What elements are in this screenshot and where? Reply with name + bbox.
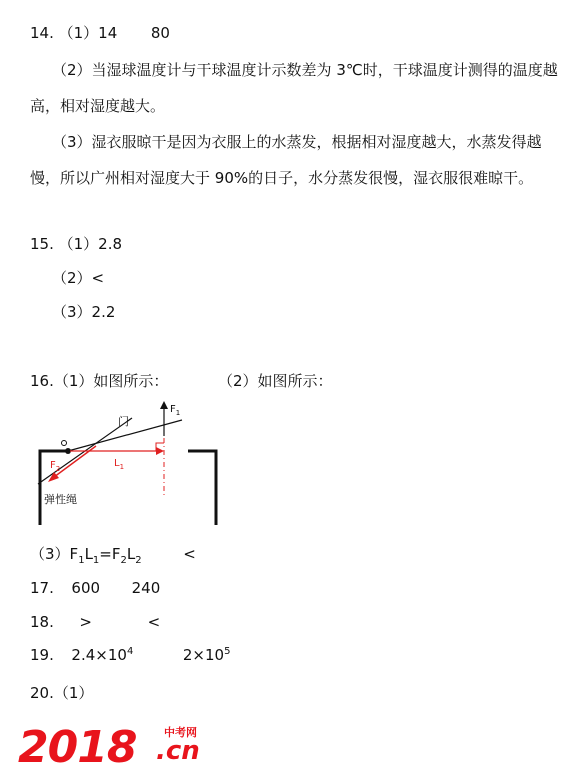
- q16-part3-prefix: （3）: [30, 545, 70, 563]
- l1-arrow-head: [156, 447, 164, 455]
- q17-line: [30, 579, 160, 597]
- q17-answer1: 600: [71, 579, 101, 597]
- formula-l2: L: [126, 545, 136, 563]
- label-elastic-rope: 弹性绳: [44, 493, 77, 506]
- formula-f2: F: [111, 545, 121, 563]
- q18-answer1: >: [79, 613, 92, 631]
- label-f1: $F_1$: [170, 404, 181, 417]
- formula-l1: L: [84, 545, 93, 563]
- f1-arrow-head: [160, 401, 168, 409]
- label-l1: $L_1$: [114, 458, 125, 471]
- logo-brand-text: 中考网: [164, 726, 197, 739]
- q19-answer2-exp: 5: [224, 646, 231, 657]
- q19-answer2-base: 2×10: [182, 646, 225, 664]
- formula-f1: F: [69, 545, 79, 563]
- formula-l1-sub: 1: [92, 555, 100, 566]
- formula-f1-sub: 1: [78, 555, 85, 566]
- label-door: 门: [118, 415, 129, 428]
- q14-part2-line2: 高，相对湿度越大。: [30, 97, 166, 115]
- site-logo-watermark: [18, 722, 208, 772]
- formula-l2-sub: 2: [135, 555, 142, 566]
- q14-part2-line1: （2）当湿球温度计与干球温度计示数差为 3℃时，干球温度计测得的温度越: [52, 61, 558, 79]
- q16-part1-heading: 16.（1）如图所示：: [30, 372, 169, 390]
- q14-number: 14.: [30, 24, 54, 42]
- frame-right: [188, 451, 216, 525]
- q18-number: 18.: [30, 613, 54, 631]
- q16-part2-heading: （2）如图所示：: [218, 372, 333, 390]
- q19-answer1-base: 2.4×10: [71, 646, 127, 664]
- q20-line: 20.（1）: [30, 684, 94, 702]
- q15-part1: 15. （1）2.8: [30, 235, 123, 253]
- q14-part3-line1: （3）湿衣服晾干是因为衣服上的水蒸发，根据相对湿度越大，水蒸发得越: [52, 133, 542, 151]
- pivot-o-mark: [62, 441, 67, 446]
- formula-f2-sub: 2: [120, 555, 127, 566]
- lever-diagram: [30, 398, 230, 528]
- q18-line: [30, 613, 160, 631]
- q18-answer2: <: [147, 613, 161, 631]
- logo-main-text: 2018: [18, 722, 137, 773]
- q15-part3: （3）2.2: [52, 303, 116, 321]
- q19-number: 19.: [30, 646, 54, 664]
- q19-line: [30, 646, 230, 664]
- q14-part1-answer1: （1）14: [58, 24, 118, 42]
- q14-line-1: [30, 22, 170, 43]
- formula-equals: =: [99, 545, 112, 563]
- label-f2: $F_2$: [50, 460, 61, 473]
- q17-answer2: 240: [131, 579, 161, 597]
- q14-part1-answer2: 80: [150, 24, 170, 42]
- f2-arrow-head: [48, 472, 59, 482]
- logo-domain-text: .cn: [156, 736, 200, 766]
- q15-part2: （2）<: [52, 269, 105, 287]
- q17-number: 17.: [30, 579, 54, 597]
- q16-part3-line: [30, 543, 196, 566]
- q19-answer1-exp: 4: [126, 646, 134, 657]
- q14-part3-line2: 慢，所以广州相对湿度大于 90%的日子，水分蒸发很慢，湿衣服很难晾干。: [30, 169, 534, 187]
- q16-part3-answer2: <: [183, 545, 196, 563]
